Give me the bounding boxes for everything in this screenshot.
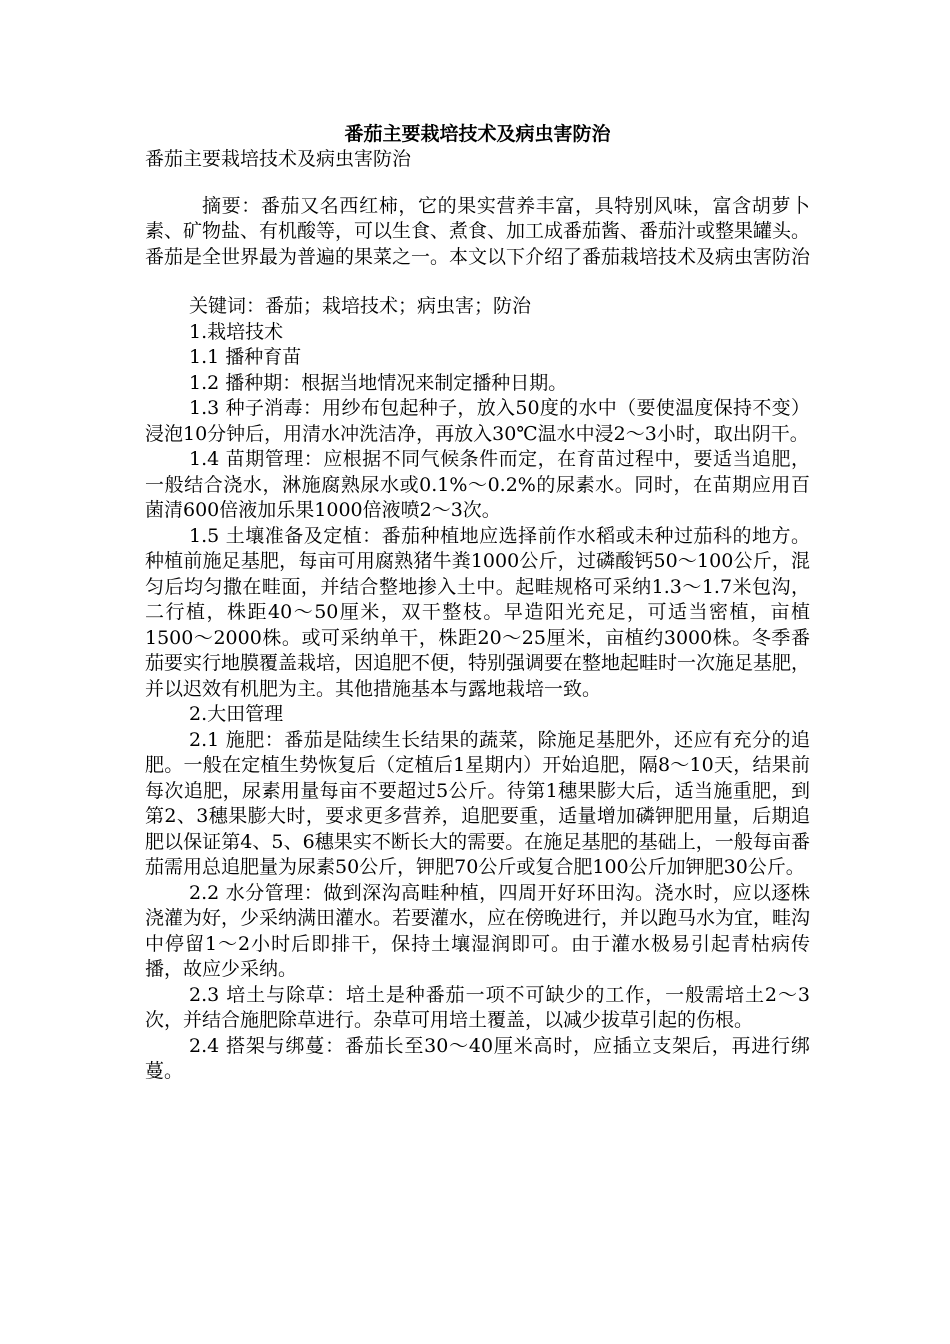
abstract-paragraph: 摘要：番茄又名西红柿，它的果实营养丰富，具特别风味，富含胡萝卜素、矿物盐、有机酸等，可以生食、煮食、加工成番茄酱、番茄汁或整果罐头。番茄是全世界最为普遍的果菜之一。本文以下介绍了番茄栽培技术及病虫害防治 [145,194,811,268]
section-heading: 2.大田管理 [189,703,284,725]
body-paragraph: 2.2 水分管理：做到深沟高畦种植，四周开好环田沟。浇水时，应以逐株浇灌为好，少采纳满田灌水。若要灌水，应在傍晚进行，并以跑马水为宜，畦沟中停留1～2小时后即排干，保持土壤湿润即可。由于灌水极易引起青枯病传播，故应少采纳。 [145,881,811,980]
body-paragraph: 2.1 施肥：番茄是陆续生长结果的蔬菜，除施足基肥外，还应有充分的追肥。一般在定植生势恢复后（定植后1星期内）开始追肥，隔8～10天，结果前每次追肥，尿素用量每亩不要超过5公斤。待第1穗果膨大后，适当施重肥，到第2、3穗果膨大时，要求更多营养，追肥要重，适量增加磷钾肥用量，后期追肥以保证第4、5、6穗果实不断长大的需要。在施足基肥的基础上，一般每亩番茄需用总追肥量为尿素50公斤，钾肥70公斤或复合肥100公斤加钾肥30公斤。 [145,728,810,878]
document-subtitle: 番茄主要栽培技术及病虫害防治 [145,148,412,170]
body-paragraph: 1.5 土壤准备及定植：番茄种植地应选择前作水稻或未种过茄科的地方。种植前施足基肥，每亩可用腐熟猪牛粪1000公斤，过磷酸钙50～100公斤，混匀后均匀撒在畦面，并结合整地掺入土中。起畦规格可采纳1.3～1.7米包沟，二行植，株距40～50厘米，双干整枝。早造阳光充足，可适当密植，亩植1500～2000株。或可采纳单干，株距20～25厘米，亩植约3000株。冬季番茄要实行地膜覆盖栽培，因追肥不便，特别强调要在整地起畦时一次施足基肥，并以迟效有机肥为主。其他措施基本与露地栽培一致。 [145,524,811,700]
body-paragraph: 1.2 播种期：根据当地情况来制定播种日期。 [189,371,568,394]
section-heading: 1.栽培技术 [189,320,284,343]
keywords-line: 关键词：番茄；栽培技术；病虫害；防治 [189,295,532,317]
document-title: 番茄主要栽培技术及病虫害防治 [344,123,611,145]
subsection-heading: 1.1 播种育苗 [189,346,302,368]
body-paragraph: 1.4 苗期管理：应根据不同气候条件而定，在育苗过程中，要适当追肥，一般结合浇水，淋施腐熟尿水或0.1%～0.2%的尿素水。同时，在苗期应用百菌清600倍液加乐果1000倍液喷2～3次。 [145,448,810,521]
body-paragraph: 2.4 搭架与绑蔓：番茄长至30～40厘米高时，应插立支架后，再进行绑蔓。 [145,1034,810,1082]
body-paragraph: 1.3 种子消毒：用纱布包起种子，放入50度的水中（要使温度保持不变）浸泡10分钟后，用清水冲洗洁净，再放入30℃温水中浸2～3小时，取出阴干。 [145,397,810,445]
body-paragraph: 2.3 培土与除草：培土是种番茄一项不可缺少的工作，一般需培土2～3次，并结合施肥除草进行。杂草可用培土覆盖，以减少拔草引起的伤根。 [145,983,810,1031]
